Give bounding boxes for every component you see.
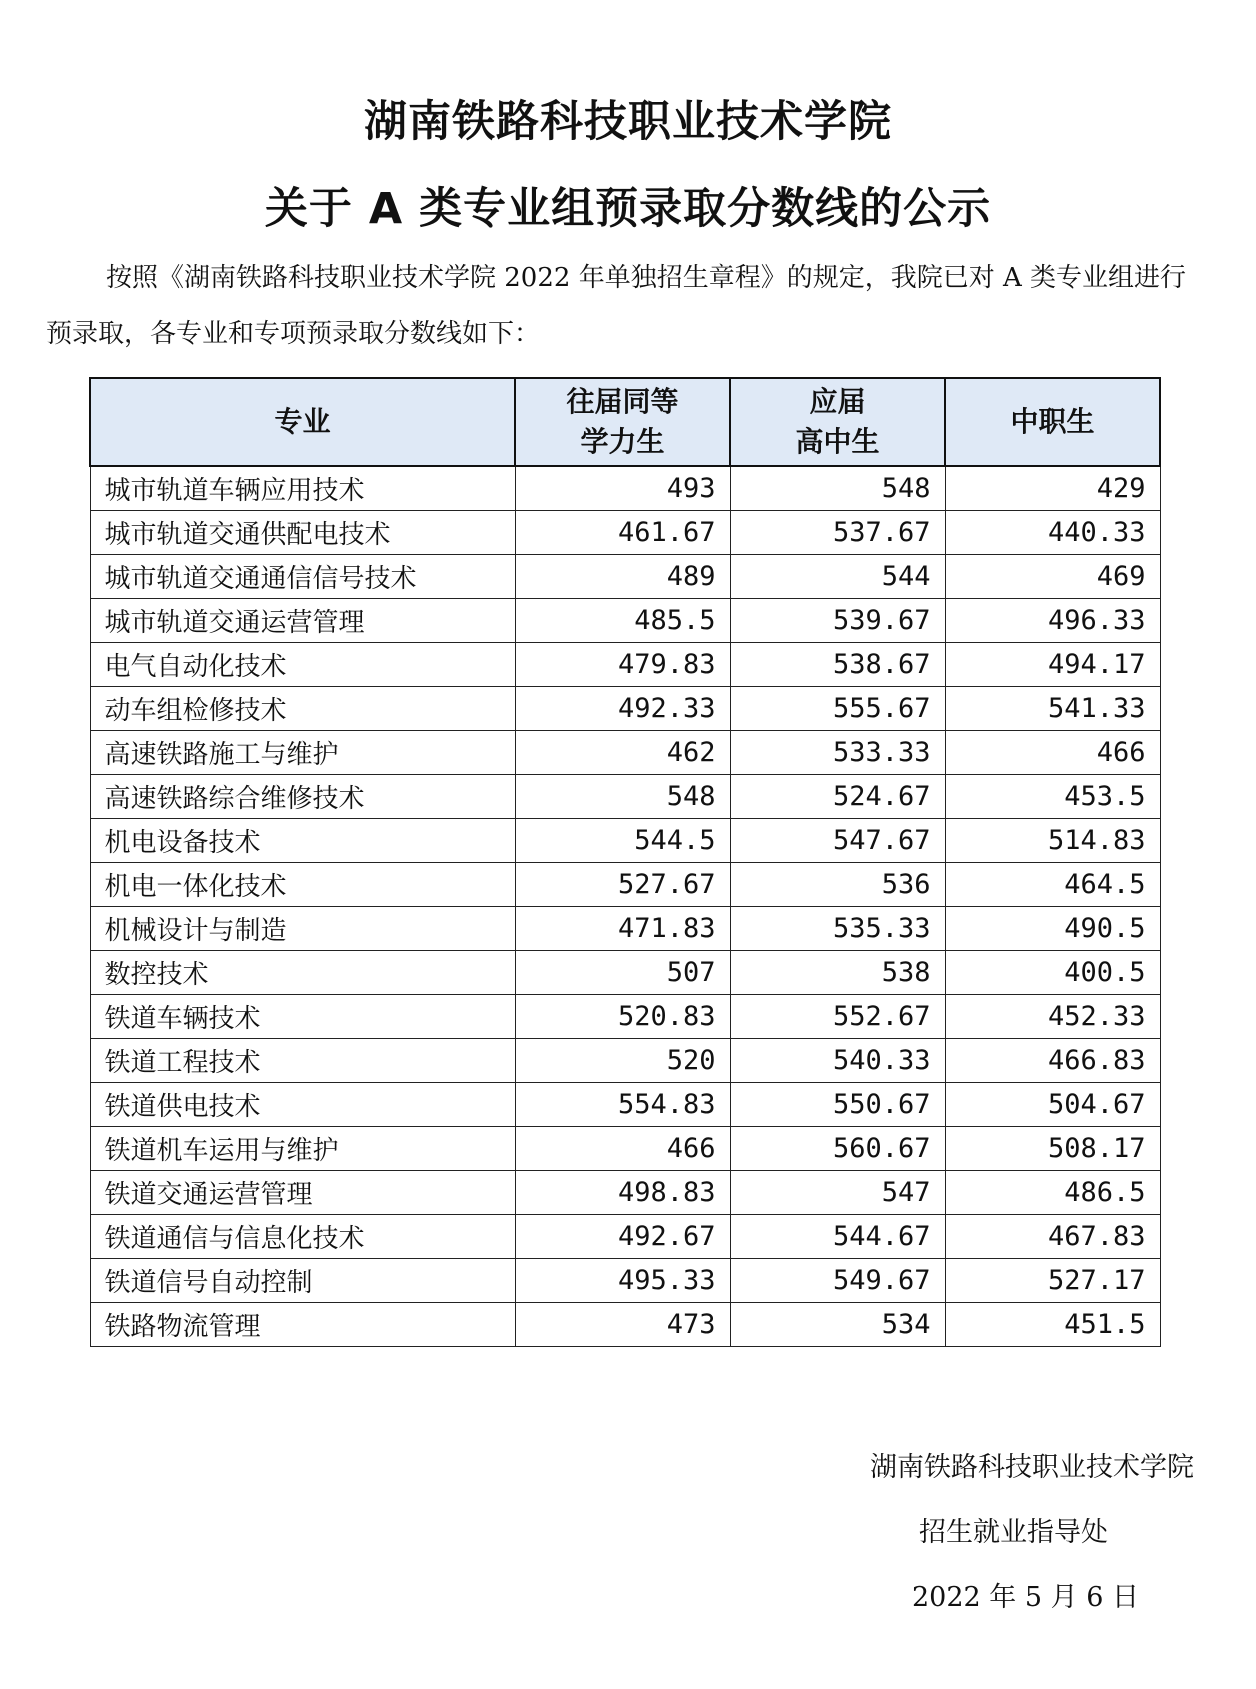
current-score-cell: 544: [730, 555, 945, 599]
major-cell: 铁道通信与信息化技术: [90, 1215, 515, 1259]
vocational-score-cell: 494.17: [945, 643, 1160, 687]
vocational-score-cell: 466: [945, 731, 1160, 775]
table-row: [90, 863, 1160, 907]
previous-score-cell: 479.83: [515, 643, 730, 687]
vocational-score-cell: 486.5: [945, 1171, 1160, 1215]
previous-score-cell: 520: [515, 1039, 730, 1083]
current-score-cell: 536: [730, 863, 945, 907]
table-row: [90, 687, 1160, 731]
table-row: [90, 511, 1160, 555]
major-cell: 铁道供电技术: [90, 1083, 515, 1127]
previous-score-cell: 520.83: [515, 995, 730, 1039]
current-score-cell: 547.67: [730, 819, 945, 863]
table-row: [90, 1215, 1160, 1259]
table-row: [90, 995, 1160, 1039]
current-score-cell: 550.67: [730, 1083, 945, 1127]
major-cell: 数控技术: [90, 951, 515, 995]
vocational-score-cell: 504.67: [945, 1083, 1160, 1127]
previous-score-cell: 527.67: [515, 863, 730, 907]
previous-score-cell: 493: [515, 466, 730, 511]
current-score-cell: 548: [730, 466, 945, 511]
major-cell: 高速铁路综合维修技术: [90, 775, 515, 819]
table-row: [90, 1171, 1160, 1215]
table-row: [90, 466, 1160, 511]
table-row: [90, 951, 1160, 995]
previous-score-cell: 471.83: [515, 907, 730, 951]
header-vocational-students: 中职生: [945, 378, 1160, 466]
current-score-cell: 560.67: [730, 1127, 945, 1171]
vocational-score-cell: 400.5: [945, 951, 1160, 995]
previous-score-cell: 461.67: [515, 511, 730, 555]
current-score-cell: 552.67: [730, 995, 945, 1039]
table-row: [90, 1127, 1160, 1171]
major-cell: 城市轨道交通运营管理: [90, 599, 515, 643]
previous-score-cell: 489: [515, 555, 730, 599]
current-score-cell: 538.67: [730, 643, 945, 687]
major-cell: 动车组检修技术: [90, 687, 515, 731]
vocational-score-cell: 429: [945, 466, 1160, 511]
previous-score-cell: 554.83: [515, 1083, 730, 1127]
previous-score-cell: 544.5: [515, 819, 730, 863]
table-row: [90, 1039, 1160, 1083]
vocational-score-cell: 440.33: [945, 511, 1160, 555]
previous-score-cell: 507: [515, 951, 730, 995]
major-cell: 电气自动化技术: [90, 643, 515, 687]
vocational-score-cell: 496.33: [945, 599, 1160, 643]
current-score-cell: 538: [730, 951, 945, 995]
current-score-cell: 534: [730, 1303, 945, 1347]
signature-date: 2022 年 5 月 6 日: [912, 1582, 1139, 1613]
table-row: [90, 907, 1160, 951]
vocational-score-cell: 453.5: [945, 775, 1160, 819]
table-row: [90, 819, 1160, 863]
previous-score-cell: 473: [515, 1303, 730, 1347]
table-row: [90, 1083, 1160, 1127]
table-row: [90, 1259, 1160, 1303]
vocational-score-cell: 464.5: [945, 863, 1160, 907]
current-score-cell: 547: [730, 1171, 945, 1215]
vocational-score-cell: 466.83: [945, 1039, 1160, 1083]
table-body: [90, 466, 1160, 1347]
header-previous-graduates: 往届同等 学力生: [515, 378, 730, 466]
major-cell: 铁道机车运用与维护: [90, 1127, 515, 1171]
vocational-score-cell: 541.33: [945, 687, 1160, 731]
major-cell: 机电设备技术: [90, 819, 515, 863]
previous-score-cell: 492.33: [515, 687, 730, 731]
table-row: [90, 731, 1160, 775]
intro-paragraph: 按照《湖南铁路科技职业技术学院 2022 年单独招生章程》的规定，我院已对 A 类专业组进行预录取，各专业和专项预录取分数线如下：: [46, 263, 1187, 349]
previous-score-cell: 466: [515, 1127, 730, 1171]
vocational-score-cell: 469: [945, 555, 1160, 599]
major-cell: 铁道交通运营管理: [90, 1171, 515, 1215]
header-current-graduates: 应届 高中生: [730, 378, 945, 466]
major-cell: 城市轨道交通供配电技术: [90, 511, 515, 555]
previous-score-cell: 485.5: [515, 599, 730, 643]
current-score-cell: 544.67: [730, 1215, 945, 1259]
current-score-cell: 555.67: [730, 687, 945, 731]
table-row: [90, 775, 1160, 819]
current-score-cell: 533.33: [730, 731, 945, 775]
current-score-cell: 535.33: [730, 907, 945, 951]
current-score-cell: 549.67: [730, 1259, 945, 1303]
previous-score-cell: 492.67: [515, 1215, 730, 1259]
current-score-cell: 524.67: [730, 775, 945, 819]
vocational-score-cell: 527.17: [945, 1259, 1160, 1303]
current-score-cell: 539.67: [730, 599, 945, 643]
major-cell: 铁道信号自动控制: [90, 1259, 515, 1303]
vocational-score-cell: 467.83: [945, 1215, 1160, 1259]
major-cell: 机电一体化技术: [90, 863, 515, 907]
table-row: [90, 599, 1160, 643]
signature-org: 湖南铁路科技职业技术学院: [870, 1452, 1194, 1483]
table-row: [90, 1303, 1160, 1347]
vocational-score-cell: 452.33: [945, 995, 1160, 1039]
table-row: [90, 643, 1160, 687]
major-cell: 城市轨道交通通信信号技术: [90, 555, 515, 599]
document-title: 湖南铁路科技职业技术学院: [364, 97, 892, 147]
document-subtitle: 关于 A 类专业组预录取分数线的公示: [264, 184, 992, 234]
major-cell: 铁道工程技术: [90, 1039, 515, 1083]
major-cell: 机械设计与制造: [90, 907, 515, 951]
vocational-score-cell: 508.17: [945, 1127, 1160, 1171]
table-row: [90, 555, 1160, 599]
major-cell: 铁路物流管理: [90, 1303, 515, 1347]
vocational-score-cell: 451.5: [945, 1303, 1160, 1347]
previous-score-cell: 495.33: [515, 1259, 730, 1303]
vocational-score-cell: 490.5: [945, 907, 1160, 951]
score-table: [89, 377, 1161, 1347]
major-cell: 高速铁路施工与维护: [90, 731, 515, 775]
previous-score-cell: 498.83: [515, 1171, 730, 1215]
current-score-cell: 540.33: [730, 1039, 945, 1083]
signature-dept: 招生就业指导处: [919, 1517, 1108, 1548]
major-cell: 城市轨道车辆应用技术: [90, 466, 515, 511]
table-header-row: [90, 378, 1160, 466]
vocational-score-cell: 514.83: [945, 819, 1160, 863]
current-score-cell: 537.67: [730, 511, 945, 555]
previous-score-cell: 548: [515, 775, 730, 819]
major-cell: 铁道车辆技术: [90, 995, 515, 1039]
previous-score-cell: 462: [515, 731, 730, 775]
header-major: 专业: [90, 378, 515, 466]
